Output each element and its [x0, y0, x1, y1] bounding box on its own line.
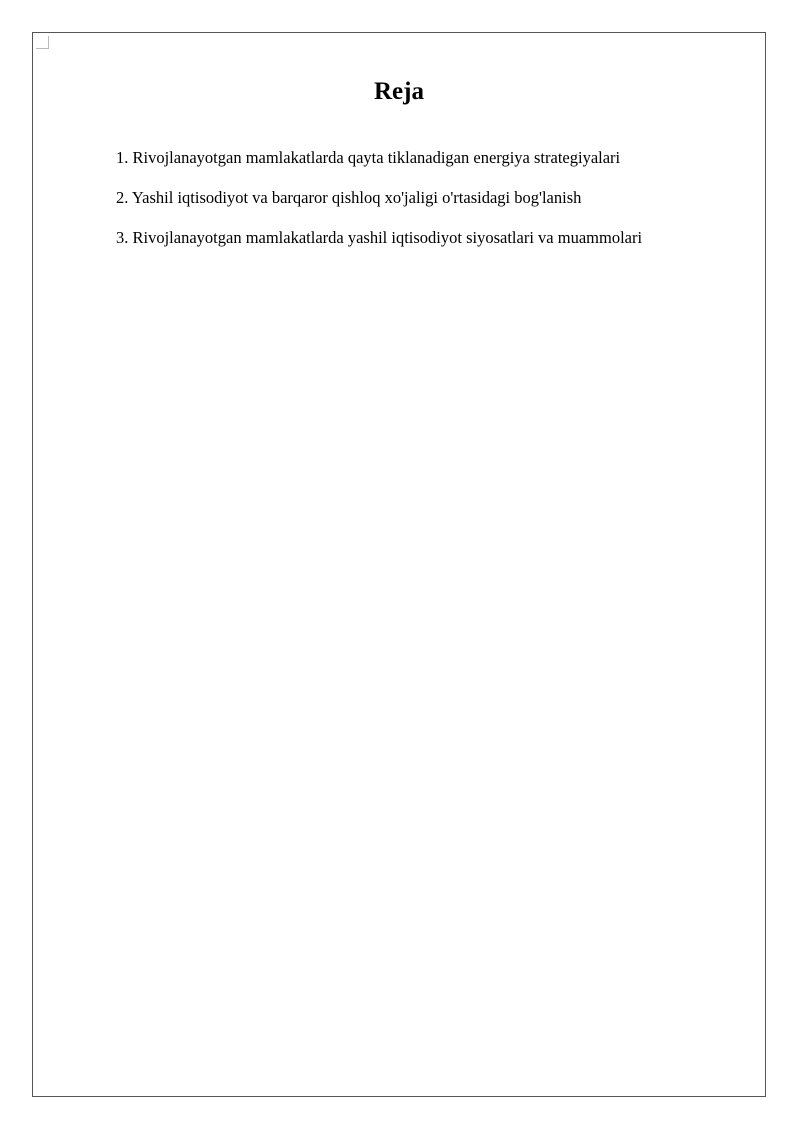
margin-corner-mark [36, 36, 49, 49]
list-item: 1. Rivojlanayotgan mamlakatlarda qayta tiklanadigan energiya strategiyalari [116, 148, 621, 167]
page-title: Reja [374, 78, 424, 105]
list-item: 3. Rivojlanayotgan mamlakatlarda yashil iqtisodiyot siyosatlari va muammolari [116, 228, 643, 247]
list-item: 2. Yashil iqtisodiyot va barqaror qishloq xo'jaligi o'rtasidagi bog'lanish [116, 188, 582, 207]
plan-list [116, 146, 642, 266]
